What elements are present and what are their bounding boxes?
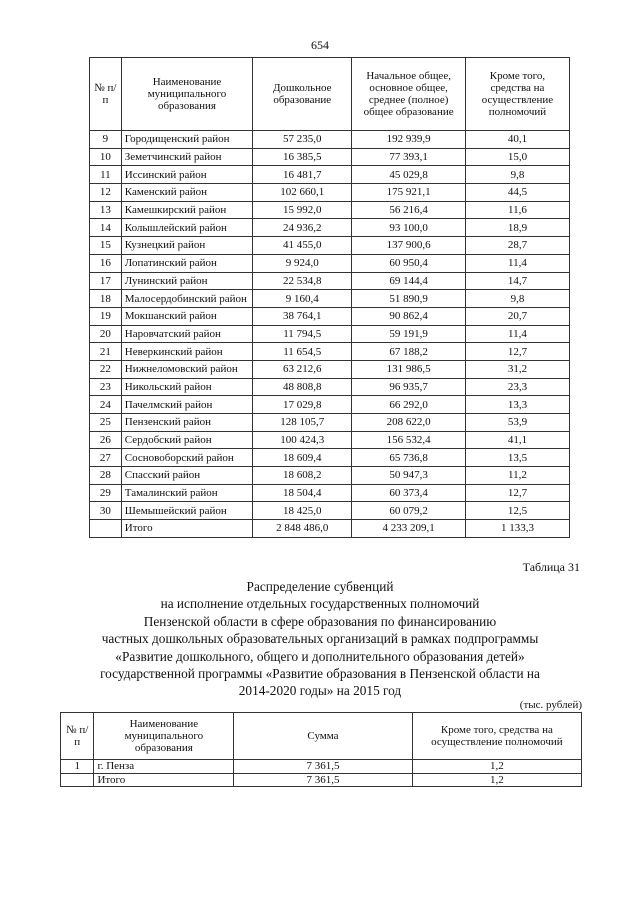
- table-cell: 65 736,8: [352, 449, 466, 467]
- table-row: [90, 343, 570, 361]
- table-cell: 48 808,8: [253, 378, 352, 396]
- table-row: [90, 184, 570, 202]
- table-cell: 93 100,0: [352, 219, 466, 237]
- table-cell: 128 105,7: [253, 414, 352, 432]
- table-cell: Тамалинский район: [121, 484, 252, 502]
- table-cell: 15: [90, 237, 122, 255]
- table-cell: 31,2: [465, 360, 569, 378]
- table-row: [90, 272, 570, 290]
- table-cell: 90 862,4: [352, 307, 466, 325]
- table-cell: 16 385,5: [253, 148, 352, 166]
- total-row: [90, 520, 570, 538]
- table-cell: Итого: [121, 520, 252, 538]
- table-cell: 15 992,0: [253, 201, 352, 219]
- table-cell: 11,4: [465, 325, 569, 343]
- table-cell: 29: [90, 484, 122, 502]
- table-cell: 12: [90, 184, 122, 202]
- table-cell: 23: [90, 378, 122, 396]
- table-cell: Никольский район: [121, 378, 252, 396]
- table-cell: Колышлейский район: [121, 219, 252, 237]
- table-cell: 22 534,8: [253, 272, 352, 290]
- table-row: [90, 467, 570, 485]
- table-cell: 137 900,6: [352, 237, 466, 255]
- table-cell: 11: [90, 166, 122, 184]
- table-row: [90, 431, 570, 449]
- table-cell: 18 608,2: [253, 467, 352, 485]
- table-cell: 24: [90, 396, 122, 414]
- table-cell: 9,8: [465, 166, 569, 184]
- table-cell: 60 373,4: [352, 484, 466, 502]
- table-cell: 53,9: [465, 414, 569, 432]
- table-row: [90, 378, 570, 396]
- table-cell: 17: [90, 272, 122, 290]
- column-header: Кроме того, средства на осуществление полномочий: [412, 713, 581, 760]
- table-row: [90, 325, 570, 343]
- title-line: «Развитие дошкольного, общего и дополнительного образования детей»: [115, 648, 525, 664]
- table-cell: 17 029,8: [253, 396, 352, 414]
- table-cell: 13,3: [465, 396, 569, 414]
- table-cell: 22: [90, 360, 122, 378]
- title-line: государственной программы «Развитие образования в Пензенской области на: [100, 666, 540, 682]
- table-row: [90, 237, 570, 255]
- table-cell: Земетчинский район: [121, 148, 252, 166]
- table-cell: 7 361,5: [234, 773, 412, 787]
- table-row: [90, 484, 570, 502]
- column-header: Дошкольное образование: [253, 58, 352, 131]
- table-cell: г. Пенза: [94, 760, 234, 774]
- table-cell: 67 188,2: [352, 343, 466, 361]
- table-cell: 7 361,5: [234, 760, 412, 774]
- total-row: [61, 773, 582, 787]
- table-cell: 40,1: [465, 131, 569, 149]
- table-cell: 2 848 486,0: [253, 520, 352, 538]
- table-cell: 4 233 209,1: [352, 520, 466, 538]
- table-cell: 1,2: [412, 773, 581, 787]
- table-cell: 12,7: [465, 484, 569, 502]
- table-cell: 11 794,5: [253, 325, 352, 343]
- table-cell: [90, 520, 122, 538]
- column-header: № п/п: [90, 58, 122, 131]
- private-preschool-subsidy-table: [60, 712, 582, 787]
- table-cell: 11 654,5: [253, 343, 352, 361]
- table-cell: 24 936,2: [253, 219, 352, 237]
- table-cell: 20,7: [465, 307, 569, 325]
- table-cell: 41,1: [465, 431, 569, 449]
- column-header: Сумма: [234, 713, 412, 760]
- table-cell: 12,7: [465, 343, 569, 361]
- table-cell: Иссинский район: [121, 166, 252, 184]
- table-cell: [61, 773, 94, 787]
- table-cell: 60 079,2: [352, 502, 466, 520]
- table-cell: 41 455,0: [253, 237, 352, 255]
- table-cell: 12,5: [465, 502, 569, 520]
- table-cell: 208 622,0: [352, 414, 466, 432]
- table-cell: 21: [90, 343, 122, 361]
- table-cell: 26: [90, 431, 122, 449]
- table-cell: 28: [90, 467, 122, 485]
- table-cell: 30: [90, 502, 122, 520]
- table-cell: 192 939,9: [352, 131, 466, 149]
- table-cell: 10: [90, 148, 122, 166]
- column-header: Кроме того, средства на осуществление полномочий: [465, 58, 569, 131]
- table-cell: 9,8: [465, 290, 569, 308]
- table-cell: 57 235,0: [253, 131, 352, 149]
- table-row: [90, 360, 570, 378]
- table-cell: 14,7: [465, 272, 569, 290]
- table-cell: 18 425,0: [253, 502, 352, 520]
- table-cell: 25: [90, 414, 122, 432]
- table-row: [90, 131, 570, 149]
- table-cell: 51 890,9: [352, 290, 466, 308]
- table-cell: 1: [61, 760, 94, 774]
- table-cell: 14: [90, 219, 122, 237]
- table-cell: 100 424,3: [253, 431, 352, 449]
- table-cell: 11,4: [465, 254, 569, 272]
- table-cell: Лопатинский район: [121, 254, 252, 272]
- column-header: Начальное общее, основное общее, среднее (полное) общее образование: [352, 58, 466, 131]
- table-cell: 20: [90, 325, 122, 343]
- column-header: Наименование муниципального образования: [94, 713, 234, 760]
- table-cell: 56 216,4: [352, 201, 466, 219]
- title-line: Пензенской области в сфере образования по финансированию: [143, 613, 497, 629]
- table-row: [90, 148, 570, 166]
- table-cell: Камешкирский район: [121, 201, 252, 219]
- table-cell: 50 947,3: [352, 467, 466, 485]
- title-line: Распределение субвенций: [246, 579, 394, 594]
- table-cell: 18,9: [465, 219, 569, 237]
- table-row: [90, 219, 570, 237]
- units-label: (тыс. рублей): [519, 699, 582, 711]
- table-cell: Мокшанский район: [121, 307, 252, 325]
- page-number: 654: [311, 38, 329, 52]
- table-cell: 66 292,0: [352, 396, 466, 414]
- title-line: 2014-2020 годы» на 2015 год: [238, 683, 402, 699]
- table-cell: Сосновоборский район: [121, 449, 252, 467]
- table-cell: 9 924,0: [253, 254, 352, 272]
- subsidy-table-continued: [89, 57, 570, 538]
- table-row: [90, 449, 570, 467]
- table-title: [40, 578, 600, 700]
- table-cell: 44,5: [465, 184, 569, 202]
- table-cell: 11,6: [465, 201, 569, 219]
- table-row: [90, 254, 570, 272]
- column-header: № п/п: [61, 713, 94, 760]
- table-cell: Неверкинский район: [121, 343, 252, 361]
- table-cell: 102 660,1: [253, 184, 352, 202]
- table-row: [61, 760, 582, 774]
- table-cell: Пензенский район: [121, 414, 252, 432]
- table-row: [90, 414, 570, 432]
- table-cell: 1 133,3: [465, 520, 569, 538]
- table-cell: 1,2: [412, 760, 581, 774]
- table-row: [90, 166, 570, 184]
- table-cell: Нижнеломовский район: [121, 360, 252, 378]
- table-cell: 15,0: [465, 148, 569, 166]
- table-cell: Наровчатский район: [121, 325, 252, 343]
- table-cell: Шемышейский район: [121, 502, 252, 520]
- table-cell: 63 212,6: [253, 360, 352, 378]
- table-cell: 96 935,7: [352, 378, 466, 396]
- table-cell: 13,5: [465, 449, 569, 467]
- table-cell: 16: [90, 254, 122, 272]
- table-cell: Итого: [94, 773, 234, 787]
- table-cell: Лунинский район: [121, 272, 252, 290]
- table-cell: 19: [90, 307, 122, 325]
- table-cell: 131 986,5: [352, 360, 466, 378]
- table-cell: 18: [90, 290, 122, 308]
- table-cell: Каменский район: [121, 184, 252, 202]
- table-cell: Кузнецкий район: [121, 237, 252, 255]
- table-row: [90, 290, 570, 308]
- table-cell: 156 532,4: [352, 431, 466, 449]
- table-cell: 23,3: [465, 378, 569, 396]
- table-cell: 69 144,4: [352, 272, 466, 290]
- table-cell: Малосердобинский район: [121, 290, 252, 308]
- table-cell: 27: [90, 449, 122, 467]
- title-line: частных дошкольных образовательных организаций в рамках подпрограммы: [101, 631, 539, 647]
- table-cell: 9: [90, 131, 122, 149]
- table-cell: 45 029,8: [352, 166, 466, 184]
- table-cell: 13: [90, 201, 122, 219]
- table-cell: Городищенский район: [121, 131, 252, 149]
- table-row: [90, 201, 570, 219]
- table-cell: 9 160,4: [253, 290, 352, 308]
- table-row: [90, 307, 570, 325]
- table-row: [90, 396, 570, 414]
- table-row: [90, 502, 570, 520]
- title-line: на исполнение отдельных государственных полномочий: [160, 596, 480, 612]
- table-cell: 38 764,1: [253, 307, 352, 325]
- table-cell: 77 393,1: [352, 148, 466, 166]
- column-header: Наименование муниципального образования: [121, 58, 252, 131]
- table-cell: 18 609,4: [253, 449, 352, 467]
- table-cell: 60 950,4: [352, 254, 466, 272]
- table-cell: Спасский район: [121, 467, 252, 485]
- table-cell: 175 921,1: [352, 184, 466, 202]
- table-cell: 16 481,7: [253, 166, 352, 184]
- table-cell: Пачелмский район: [121, 396, 252, 414]
- table-cell: Сердобский район: [121, 431, 252, 449]
- table-number-label: Таблица 31: [522, 560, 580, 574]
- table-cell: 59 191,9: [352, 325, 466, 343]
- table-cell: 11,2: [465, 467, 569, 485]
- table-cell: 18 504,4: [253, 484, 352, 502]
- table-cell: 28,7: [465, 237, 569, 255]
